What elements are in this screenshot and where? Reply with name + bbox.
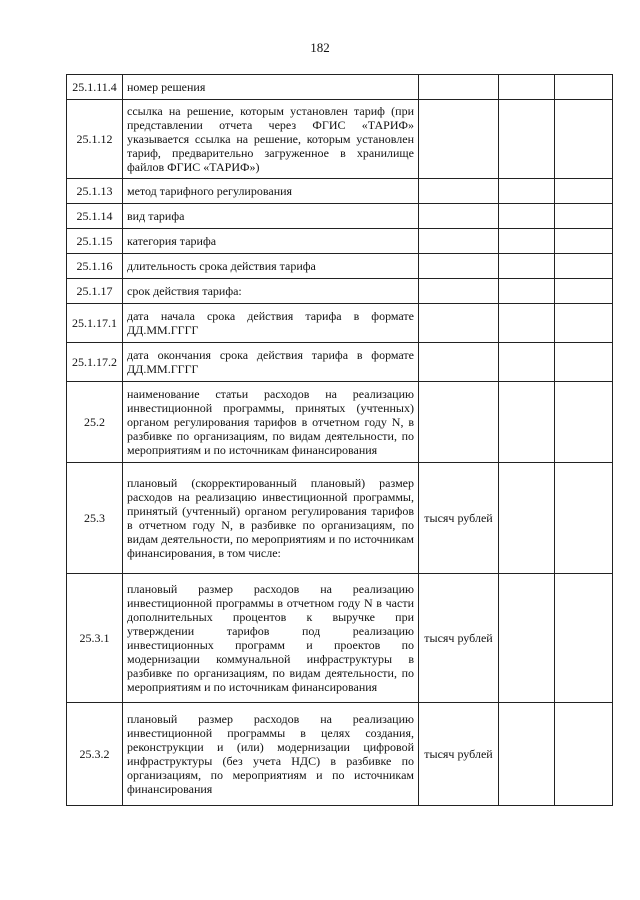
table-row [67, 343, 613, 382]
table-row [67, 204, 613, 229]
value-cell [499, 304, 555, 343]
table-row [67, 382, 613, 463]
row-unit [419, 100, 499, 179]
value-cell [555, 254, 613, 279]
table-row [67, 279, 613, 304]
value-cell [499, 703, 555, 806]
value-cell [499, 254, 555, 279]
row-unit [419, 179, 499, 204]
row-number: 25.1.17.1 [67, 304, 123, 343]
value-cell [499, 574, 555, 703]
row-number: 25.1.16 [67, 254, 123, 279]
row-unit [419, 304, 499, 343]
value-cell [555, 100, 613, 179]
value-cell [499, 179, 555, 204]
value-cell [555, 343, 613, 382]
table-row [67, 254, 613, 279]
row-description: дата начала срока действия тарифа в формате ДД.ММ.ГГГГ [123, 304, 419, 343]
row-number: 25.3.2 [67, 703, 123, 806]
table-row [67, 703, 613, 806]
row-description: длительность срока действия тарифа [123, 254, 419, 279]
value-cell [555, 204, 613, 229]
row-description: плановый (скорректированный плановый) размер расходов на реализацию инвестиционной программы, принятый (учтенный) органом регулирования тарифов в отчетном году N, в разбивке по организациям, по видам деятельности, по мероприятиям и по источникам финансирования, в том числе: [123, 463, 419, 574]
value-cell [499, 75, 555, 100]
row-unit: тысяч рублей [419, 463, 499, 574]
row-unit [419, 343, 499, 382]
row-number: 25.3.1 [67, 574, 123, 703]
value-cell [499, 343, 555, 382]
table-row [67, 304, 613, 343]
row-unit [419, 279, 499, 304]
value-cell [555, 574, 613, 703]
row-number: 25.2 [67, 382, 123, 463]
row-description: дата окончания срока действия тарифа в формате ДД.ММ.ГГГГ [123, 343, 419, 382]
table-row [67, 463, 613, 574]
row-unit: тысяч рублей [419, 703, 499, 806]
row-number: 25.3 [67, 463, 123, 574]
value-cell [499, 463, 555, 574]
value-cell [499, 229, 555, 254]
row-number: 25.1.15 [67, 229, 123, 254]
page-number: 182 [310, 40, 330, 55]
value-cell [499, 279, 555, 304]
value-cell [555, 703, 613, 806]
row-number: 25.1.11.4 [67, 75, 123, 100]
row-number: 25.1.17 [67, 279, 123, 304]
table-row [67, 229, 613, 254]
row-number: 25.1.12 [67, 100, 123, 179]
value-cell [555, 463, 613, 574]
value-cell [555, 382, 613, 463]
row-unit [419, 229, 499, 254]
row-description: вид тарифа [123, 204, 419, 229]
row-number: 25.1.17.2 [67, 343, 123, 382]
row-description: плановый размер расходов на реализацию инвестиционной программы в отчетном году N в части дополнительных процентов к выручке при утверждении тарифов под реализацию инвестиционных программ и проектов по модернизации коммунальной инфраструктуры в разбивке по организациям, по видам деятельности, по мероприятиям и по источникам финансирования [123, 574, 419, 703]
row-description: наименование статьи расходов на реализацию инвестиционной программы, принятых (учтенных) органом регулирования тарифов в отчетном году N, в разбивке по организациям, по видам деятельности, по мероприятиям и по источникам финансирования [123, 382, 419, 463]
row-description: категория тарифа [123, 229, 419, 254]
value-cell [555, 279, 613, 304]
value-cell [499, 204, 555, 229]
row-unit: тысяч рублей [419, 574, 499, 703]
row-description: метод тарифного регулирования [123, 179, 419, 204]
reporting-table [66, 74, 613, 806]
value-cell [555, 304, 613, 343]
value-cell [555, 229, 613, 254]
row-number: 25.1.14 [67, 204, 123, 229]
table-row [67, 179, 613, 204]
row-description: ссылка на решение, которым установлен тариф (при представлении отчета через ФГИС «ТАРИФ» указывается ссылка на решение, которым установлен тариф, предварительно загруженное в хранилище файлов ФГИС «ТАРИФ») [123, 100, 419, 179]
row-unit [419, 75, 499, 100]
value-cell [555, 179, 613, 204]
value-cell [499, 100, 555, 179]
row-unit [419, 382, 499, 463]
row-description: номер решения [123, 75, 419, 100]
row-description: плановый размер расходов на реализацию инвестиционной программы в целях создания, реконструкции и (или) модернизации цифровой инфраструктуры (без учета НДС) в разбивке по организациям, по мероприятиям и по источникам финансирования [123, 703, 419, 806]
value-cell [499, 382, 555, 463]
row-unit [419, 254, 499, 279]
row-unit [419, 204, 499, 229]
table-row [67, 100, 613, 179]
row-description: срок действия тарифа: [123, 279, 419, 304]
table-row [67, 75, 613, 100]
row-number: 25.1.13 [67, 179, 123, 204]
value-cell [555, 75, 613, 100]
table-row [67, 574, 613, 703]
